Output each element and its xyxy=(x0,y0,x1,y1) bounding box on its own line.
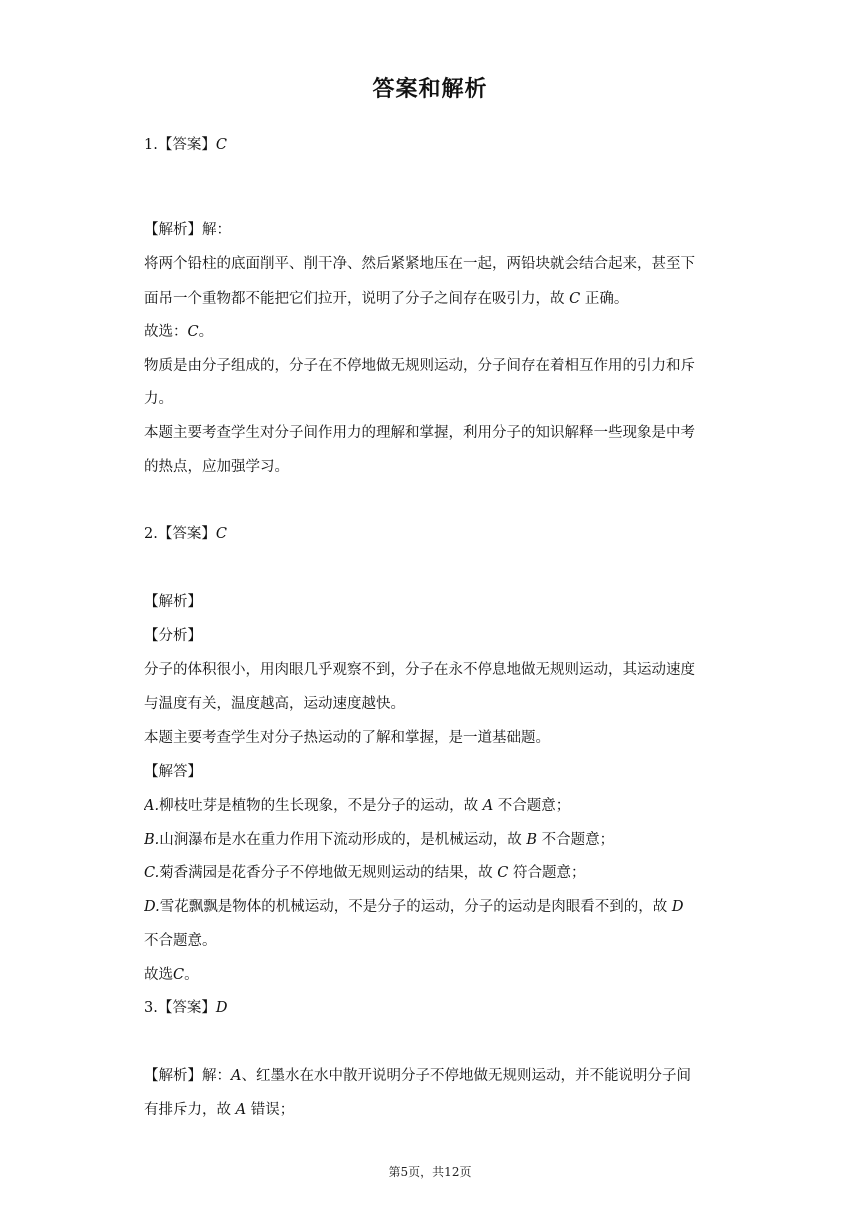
q2-final-end: 。 xyxy=(184,967,199,983)
q2-option-c-ref: C xyxy=(497,865,509,881)
q1-analysis-label: 【解析】解： xyxy=(144,222,231,238)
q2-option-b-letter: B. xyxy=(144,832,160,848)
q1-line-3-ref: C xyxy=(187,324,199,340)
q1-line-5: 力。 xyxy=(144,391,173,407)
q2-analysis-label: 【解析】 xyxy=(144,594,202,610)
q2-answer-line xyxy=(144,524,724,544)
q2-option-b-ref: B xyxy=(526,832,538,848)
q2-line-1: 分子的体积很小，用肉眼几乎观察不到，分子在永不停息地做无规则运动，其运动速度 xyxy=(144,662,695,678)
q2-answer-label: 2.【答案】 xyxy=(144,526,216,542)
q1-answer-line xyxy=(144,135,724,155)
q1-line-3-end: 。 xyxy=(198,324,214,340)
q3-answer-label: 3.【答案】 xyxy=(144,1000,216,1016)
q1-line-1: 将两个铅柱的底面削平、削干净、然后紧紧地压在一起，两铅块就会结合起来，甚至下 xyxy=(144,256,695,272)
q1-line-2 xyxy=(144,289,724,309)
q1-line-2-end: 正确。 xyxy=(584,291,629,307)
q2-option-c-text: 菊香满园是花香分子不停地做无规则运动的结果，故 xyxy=(159,865,493,881)
q2-line-3: 本题主要考查学生对分子热运动的了解和掌握，是一道基础题。 xyxy=(144,730,550,746)
q2-option-a-text: 柳枝吐芽是植物的生长现象，不是分子的运动，故 xyxy=(159,798,479,814)
q3-answer-value: D xyxy=(215,1000,228,1016)
q2-option-b-end: 不合题意； xyxy=(541,832,615,848)
q3-line-1-text: 、红墨水在水中散开说明分子不停地做无规则运动，并不能说明分子间 xyxy=(241,1068,691,1084)
q2-final xyxy=(144,965,724,985)
q3-line-2-text: 有排斥力，故 xyxy=(144,1102,231,1118)
q2-fenxi-label: 【分析】 xyxy=(144,628,202,644)
q3-line-1 xyxy=(144,1066,724,1086)
q3-analysis-label: 【解析】解： xyxy=(144,1068,231,1084)
q1-line-6: 本题主要考查学生对分子间作用力的理解和掌握，利用分子的知识解释一些现象是中考 xyxy=(144,425,695,441)
q3-line-2 xyxy=(144,1100,724,1120)
q2-option-d-text: 雪花飘飘是物体的机械运动，不是分子的运动，分子的运动是肉眼看不到的，故 xyxy=(159,899,668,915)
q2-option-d-ref: D xyxy=(671,899,684,915)
q2-jieda-label: 【解答】 xyxy=(144,764,202,780)
q2-option-c xyxy=(144,863,724,883)
q2-option-c-end: 符合题意； xyxy=(513,865,586,881)
q2-option-b-text: 山涧瀑布是水在重力作用下流动形成的，是机械运动，故 xyxy=(159,832,522,848)
q3-line-2-end: 错误； xyxy=(250,1102,295,1118)
q2-line-2: 与温度有关，温度越高，运动速度越快。 xyxy=(144,696,405,712)
q2-final-text: 故选 xyxy=(144,967,173,983)
q2-option-d xyxy=(144,897,724,917)
q2-final-ref: C xyxy=(173,967,185,983)
q1-answer-value: C xyxy=(215,137,227,153)
q2-answer-value: C xyxy=(215,526,227,542)
q3-answer-line xyxy=(144,998,724,1018)
q1-line-2-ref: C xyxy=(569,291,581,307)
q3-line-1-ref: A xyxy=(231,1068,242,1084)
q1-line-3 xyxy=(144,322,724,342)
q1-line-2-text: 面吊一个重物都不能把它们拉开，说明了分子之间存在吸引力，故 xyxy=(144,291,565,307)
q2-option-c-letter: C. xyxy=(144,865,160,881)
q1-answer-label: 1.【答案】 xyxy=(144,137,216,153)
q2-option-a-end: 不合题意； xyxy=(497,798,571,814)
q2-option-a xyxy=(144,796,724,816)
q2-option-d-letter: D. xyxy=(144,899,160,915)
q2-option-a-ref: A xyxy=(482,798,494,814)
q1-line-3-text: 故选： xyxy=(144,324,188,340)
q2-option-d-cont: 不合题意。 xyxy=(144,933,217,949)
q3-line-2-ref: A xyxy=(235,1102,247,1118)
page-title: 答案和解析 xyxy=(372,76,488,102)
q1-line-4: 物质是由分子组成的，分子在不停地做无规则运动，分子间存在着相互作用的引力和斥 xyxy=(144,358,695,374)
q2-option-a-letter: A. xyxy=(144,798,160,814)
q2-option-b xyxy=(144,830,724,850)
q1-line-7: 的热点，应加强学习。 xyxy=(144,459,289,475)
page-footer: 第5页，共12页 xyxy=(388,1165,472,1179)
